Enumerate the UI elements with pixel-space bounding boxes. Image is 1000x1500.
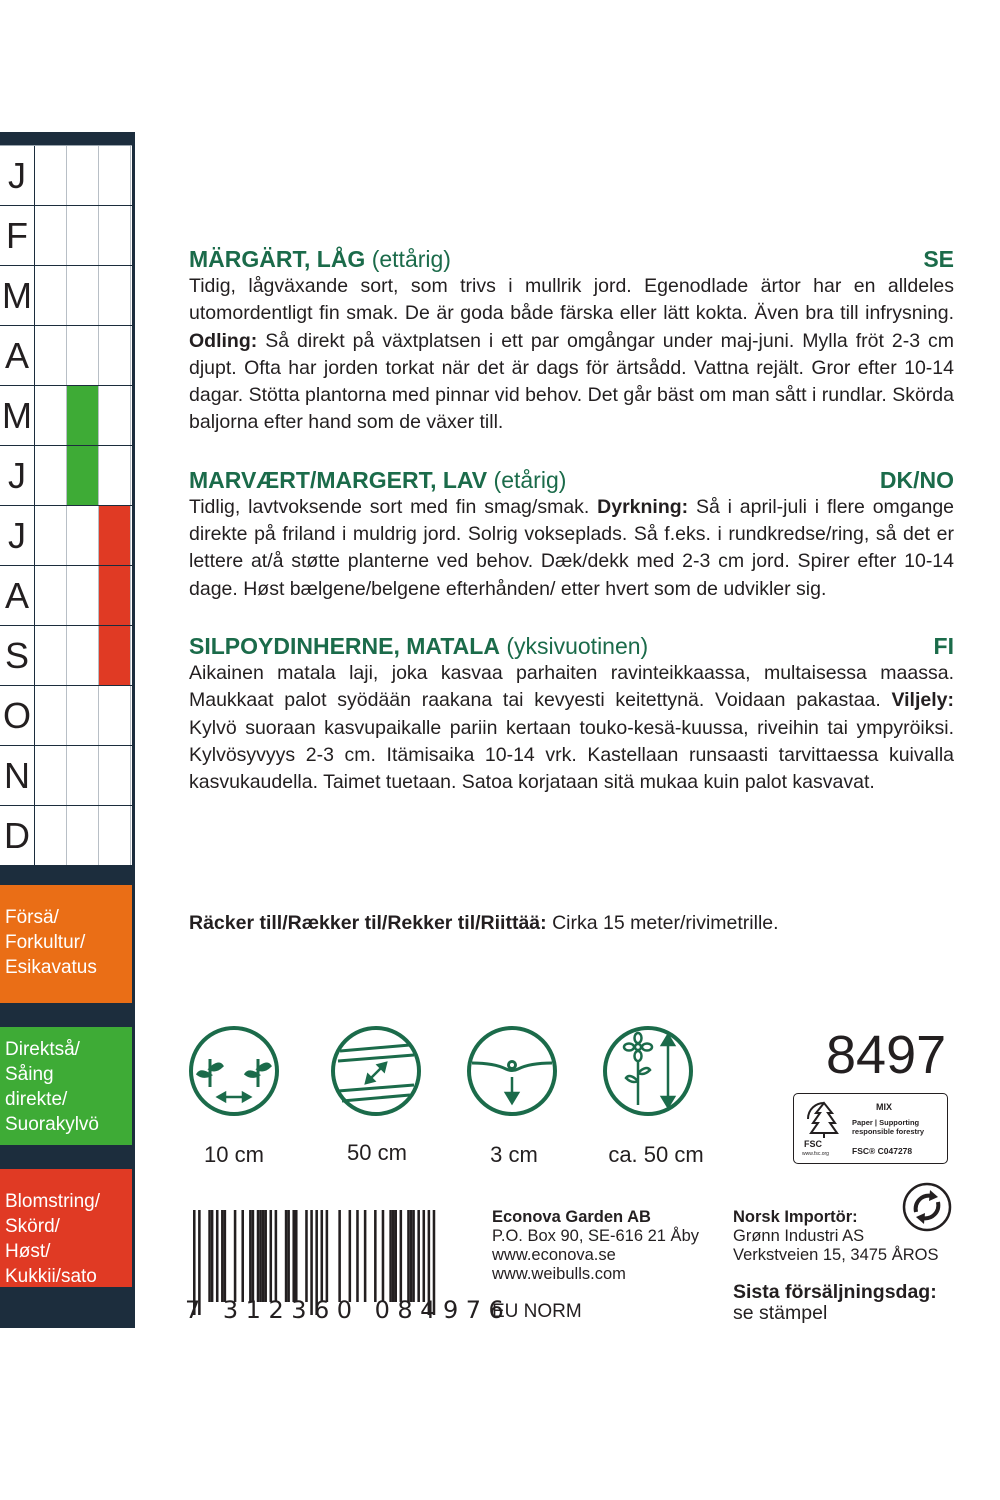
calendar-cell [99,386,131,445]
section-title: SILPOYDINHERNE, MATALA [189,632,500,659]
eu-norm: EU NORM [492,1301,582,1322]
barcode-bar [211,1210,214,1302]
calendar-month-row [0,506,132,566]
month-letter: M [0,386,35,445]
month-letter: J [0,146,35,205]
barcode-bar [275,1210,278,1302]
calendar-cell [35,266,67,325]
calendar-cell [35,506,67,565]
calendar-cell [35,686,67,745]
barcode-bar [249,1210,252,1302]
section-body [189,660,954,796]
section-dk-no [189,466,954,603]
legend-text: Försä/ [5,907,59,928]
calendar-cell [35,746,67,805]
calendar-cell [35,386,67,445]
barcode-bar [305,1210,308,1302]
body-text: Tidlig, lavtvoksende sort med fin smag/smak. [189,495,598,518]
fsc-mix: MIX [876,1102,893,1112]
section-se [189,245,954,437]
calendar-cell [67,806,99,865]
legend-text: Suorakylvö [5,1114,99,1135]
sowing-depth-icon [466,1025,558,1117]
calendar-cell [99,446,131,505]
sowing-calendar [0,145,132,866]
legend-harvest [0,1169,132,1287]
month-letter: A [0,566,35,625]
barcode-bar [400,1210,403,1302]
legend-text: Forkultur/ [5,932,86,953]
calendar-cell [67,566,99,625]
yield-info [189,912,779,935]
calendar-cell [67,686,99,745]
calendar-cell [35,446,67,505]
plant-spacing-icon [188,1025,280,1117]
company-website: www.weibulls.com [492,1265,626,1283]
barcode-bar [208,1210,211,1302]
barcode-digits: 7 312360 084976 [185,1296,512,1324]
legend-text: Skörd/ [5,1216,60,1237]
importer-company: Grønn Industri AS [733,1227,865,1245]
month-letter: N [0,746,35,805]
section-title: MARVÆRT/MARGERT, LAV [189,466,488,493]
plant-height-label: ca. 50 cm [608,1142,704,1167]
calendar-cell [67,506,99,565]
month-letter: J [0,506,35,565]
main-content [189,245,954,825]
body-keyword: Dyrkning: [597,495,689,518]
legend-text: Direktså/ [5,1039,80,1060]
barcode-bar [374,1210,377,1302]
barcode-bar [292,1210,295,1302]
calendar-cell [35,626,67,685]
calendar-cell [99,746,131,805]
barcode-bar [417,1210,420,1302]
legend-text: Høst/ [5,1241,51,1262]
barcode-bar [356,1210,359,1302]
barcode-bar [216,1210,219,1302]
calendar-cell [99,506,131,565]
barcode-bar [285,1210,288,1302]
calendar-month-row [0,626,132,686]
calendar-cell [35,806,67,865]
legend-text: Blomstring/ [5,1191,101,1212]
sowing-depth-label: 3 cm [490,1142,538,1167]
calendar-month-row [0,446,132,506]
body-keyword: Viljely: [891,689,954,712]
barcode-bar [326,1210,329,1302]
calendar-cell [99,146,131,205]
section-body [189,494,954,603]
calendar-cell [67,386,99,445]
calendar-cell [99,686,131,745]
calendar-cell [99,566,131,625]
calendar-cell [67,446,99,505]
calendar-cell [99,626,131,685]
month-letter: M [0,266,35,325]
body-text: Så direkt på växtplatsen i ett par omgångar under maj-juni. Mylla fröt 2-3 cm djupt. Ofta har jorden torkat när det är dags för ärtsådd. Vattna rejält. Gror efter 10-14 dagar. Stötta plantorna med pinnar vid behov. Det går bäst om man sått i rundlar. Skörda baljorna efter hand som de växer till. [189,329,954,434]
calendar-cell [35,206,67,265]
barcode-bar [287,1210,290,1302]
barcode-bar [394,1210,397,1302]
language-code: FI [933,632,954,659]
body-text: Aikainen matala laji, joka kasvaa parhaiten ravinteikkaassa, multaisessa maassa. Maukkaat palot syödään raakana tai kevyesti keitettynä. Voidaan pakastaa. [189,661,954,712]
body-text: Kylvö suoraan kasvupaikalle pariin kertaan touko-kesä-kuussa, riveihin tai ympyröiksi. Kylvösyvyys 2-3 cm. Itämisaika 10-14 vrk. Kastellaan runsaasti tarvittaessa kuivalla kasvukaudella. Taimet tuetaan. Satoa korjataan sitä mukaa kuin palot kasvavat. [189,716,954,794]
section-heading [189,245,954,273]
section-fi [189,632,954,796]
barcode-bar [259,1210,262,1302]
barcode-bar [234,1210,237,1302]
barcode-bar [407,1210,410,1302]
econova-address [492,1208,699,1284]
section-subtitle: (ettårig) [371,246,451,272]
barcode-bar [264,1210,267,1302]
calendar-cell [67,626,99,685]
barcode-bar [270,1210,273,1302]
fsc-tree-icon [802,1099,846,1139]
fsc-code: FSC® C047278 [852,1146,913,1156]
barcode-bar [338,1210,341,1302]
fsc-claim: Paper | Supporting responsible forestry [852,1118,925,1136]
legend-text: Kukkii/sato [5,1266,97,1287]
fsc-name: FSC [804,1139,822,1149]
recycle-icon [902,1182,952,1232]
section-heading [189,466,954,494]
calendar-month-row [0,746,132,806]
month-letter: D [0,806,35,865]
company-address: P.O. Box 90, SE-616 21 Åby [492,1227,699,1245]
last-sale-value: se stämpel [733,1302,828,1324]
month-letter: O [0,686,35,745]
month-letter: S [0,626,35,685]
barcode-bar [295,1210,298,1302]
calendar-cell [67,146,99,205]
calendar-cell [99,206,131,265]
importer-address: Verkstveien 15, 3475 ÅROS [733,1246,939,1264]
last-sale-label: Sista försäljningsdag: [733,1281,937,1303]
calendar-month-row [0,266,132,326]
calendar-month-row [0,806,132,866]
language-code: SE [923,246,954,272]
section-heading [189,632,954,660]
calendar-cell [35,326,67,385]
barcode-bar [389,1210,392,1302]
barcode-bar [252,1210,255,1302]
barcode-bar [410,1210,413,1302]
legend-text: direkte/ [5,1089,68,1110]
body-text: Så i april-juli i flere omgange direkte på friland i muldrig jord. Solrig vokseplads. Så f.eks. i rundkredse/ring, så det er lettere at/å støtte planterne ved behov. Dæk/dekk med 2-3 cm jord. Spirer efter 10-14 dage. Høst bælgene/belgene efterhånden/ etter hvert som de udvikler sig. [189,495,955,600]
legend-direct-sow [0,1027,132,1145]
section-title: MÄRGÄRT, LÅG [189,246,366,272]
calendar-cell [67,206,99,265]
section-subtitle: (yksivuotinen) [506,632,649,659]
last-sale-date [733,1282,937,1324]
section-body [189,273,954,437]
barcode-bar [241,1210,244,1302]
calendar-month-row [0,326,132,386]
fsc-label [793,1093,948,1164]
month-letter: F [0,206,35,265]
calendar-month-row [0,686,132,746]
legend-presow [0,885,132,1003]
barcode-bar [364,1210,367,1302]
calendar-cell [67,326,99,385]
calendar-month-row [0,566,132,626]
barcode-bar [257,1210,260,1302]
row-spacing-label: 50 cm [347,1140,407,1165]
barcode-bar [262,1210,265,1302]
company-website: www.econova.se [492,1246,616,1264]
barcode-bar [221,1210,224,1302]
barcode-bar [382,1210,385,1302]
company-name: Econova Garden AB [492,1208,651,1226]
calendar-cell [35,566,67,625]
barcode-bar [349,1210,352,1302]
month-letter: J [0,446,35,505]
row-spacing-icon [330,1025,422,1117]
section-subtitle: (etårig) [493,466,567,493]
yield-label: Räcker till/Rækker til/Rekker til/Riittää: [189,912,547,934]
body-text: Tidig, lågväxande sort, som trivs i mullrik jord. Egenodlade ärtor har en alldeles utomordentligt fin smak. De är goda både färska eller lätt kokta. Även bra till infrysning. [189,275,954,325]
barcode-bar [224,1210,227,1302]
barcode-bar [423,1210,426,1302]
body-keyword: Odling: [189,329,258,352]
legend-text: Såing [5,1064,54,1085]
calendar-cell [99,326,131,385]
plant-spacing-label: 10 cm [204,1142,264,1167]
product-number: 8497 [826,1025,947,1085]
fsc-web: www.fsc.org [802,1151,829,1157]
barcode-bar [321,1210,324,1302]
calendar-cell [99,266,131,325]
importer-title: Norsk Importör: [733,1208,858,1226]
calendar-month-row [0,386,132,446]
language-code: DK/NO [879,466,954,493]
barcode-bar [392,1210,395,1302]
month-letter: A [0,326,35,385]
calendar-cell [67,266,99,325]
yield-value: Cirka 15 meter/rivimetrille. [546,912,779,934]
calendar-cell [35,146,67,205]
barcode-bar [412,1210,415,1302]
calendar-cell [67,746,99,805]
calendar-cell [99,806,131,865]
legend-text: Esikavatus [5,957,97,978]
calendar-month-row [0,206,132,266]
plant-height-icon [602,1025,694,1117]
calendar-month-row [0,146,132,206]
